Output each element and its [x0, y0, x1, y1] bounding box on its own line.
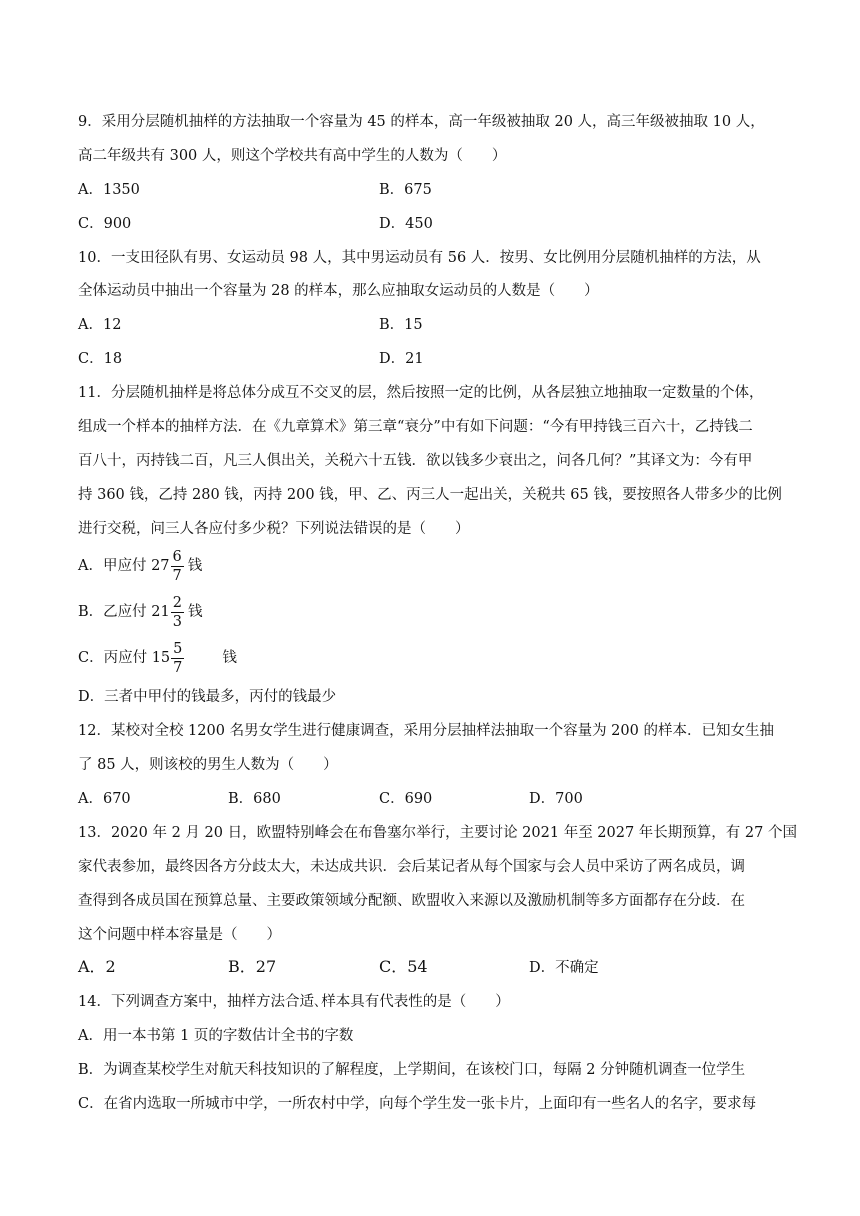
- q11-option-b-suffix: 钱: [187, 604, 203, 620]
- q13-option-a[interactable]: A．2: [78, 957, 116, 976]
- q11-option-a-prefix: A．甲应付 27: [78, 558, 170, 574]
- q12-option-d[interactable]: D．700: [529, 791, 583, 807]
- fraction-numerator: 5: [173, 640, 183, 657]
- q13-option-d[interactable]: D．不确定: [529, 960, 599, 976]
- fraction-denominator: 7: [172, 567, 182, 584]
- q14-option-b[interactable]: B．为调查某校学生对航天科技知识的了解程度，上学期间，在该校门口，每隔 2 分钟随机调查一位学生: [78, 1062, 746, 1078]
- q13-stem-line2: 家代表参加，最终因各方分歧太大，未达成共识．会后某记者从每个国家与会人员中采访了两名成员，调: [78, 859, 745, 875]
- q9-stem-line1: 9．采用分层随机抽样的方法抽取一个容量为 45 的样本，高一年级被抽取 20 人，高三年级被抽取 10 人，: [78, 114, 765, 130]
- q12-option-a[interactable]: A．670: [78, 791, 131, 807]
- q13-stem-line4: 这个问题中样本容量是（ ）: [78, 927, 281, 943]
- q12-stem-line2: 了 85 人，则该校的男生人数为（ ）: [78, 757, 338, 773]
- fraction-numerator: 6: [172, 548, 182, 565]
- q14-option-c[interactable]: C．在省内选取一所城市中学，一所农村中学，向每个学生发一张卡片，上面印有一些名人的名字，要求每: [78, 1096, 757, 1112]
- q9-option-b[interactable]: B．675: [379, 182, 432, 198]
- q13-stem-line1: 13．2020 年 2 月 20 日，欧盟特别峰会在布鲁塞尔举行，主要讨论 2021 年至 2027 年长期预算，有 27 个国: [78, 825, 797, 841]
- q11-stem-line1: 11．分层随机抽样是将总体分成互不交叉的层，然后按照一定的比例，从各层独立地抽取一定数量的个体，: [78, 385, 764, 401]
- q11-option-b[interactable]: [78, 592, 202, 632]
- q14-stem-line1: 14．下列调查方案中，抽样方法合适､样本具有代表性的是（ ）: [78, 994, 510, 1010]
- q11-option-a[interactable]: [78, 546, 202, 586]
- q11-option-b-prefix: B．乙应付 21: [78, 604, 170, 620]
- q11-stem-line4: 持 360 钱，乙持 280 钱，丙持 200 钱，甲、乙、丙三人一起出关，关税共 65 钱，要按照各人带多少的比例: [78, 487, 782, 503]
- fraction-denominator: 7: [173, 659, 183, 676]
- fraction: [171, 548, 184, 585]
- fraction: [171, 640, 184, 677]
- q11-option-c[interactable]: [78, 638, 237, 678]
- q11-stem-line3: 百八十，丙持钱二百，凡三人俱出关，关税六十五钱．欲以钱多少衰出之，问各几何？”其译文为：今有甲: [78, 453, 753, 469]
- q9-option-a[interactable]: A．1350: [78, 182, 140, 198]
- q10-stem-line2: 全体运动员中抽出一个容量为 28 的样本，那么应抽取女运动员的人数是（ ）: [78, 283, 599, 299]
- q13-option-c[interactable]: C．54: [379, 957, 428, 976]
- q10-option-b[interactable]: B．15: [379, 317, 423, 333]
- q11-stem-line5: 进行交税，问三人各应付多少税？下列说法错误的是（ ）: [78, 521, 470, 537]
- q9-option-d[interactable]: D．450: [379, 216, 433, 232]
- q10-option-c[interactable]: C．18: [78, 351, 123, 367]
- fraction-denominator: 3: [172, 613, 182, 630]
- q13-option-b[interactable]: B．27: [228, 957, 277, 976]
- q9-option-c[interactable]: C．900: [78, 216, 132, 232]
- q11-option-a-suffix: 钱: [187, 558, 203, 574]
- q11-option-c-prefix: C．丙应付 15: [78, 650, 171, 666]
- q14-option-a[interactable]: A．用一本书第 1 页的字数估计全书的字数: [78, 1028, 354, 1044]
- q10-option-a[interactable]: A．12: [78, 317, 122, 333]
- q9-stem-line2: 高二年级共有 300 人，则这个学校共有高中学生的人数为（ ）: [78, 148, 507, 164]
- q11-option-c-suffix: 钱: [222, 650, 237, 666]
- q10-option-d[interactable]: D．21: [379, 351, 424, 367]
- fraction-numerator: 2: [172, 594, 182, 611]
- fraction: [171, 594, 184, 631]
- q12-option-b[interactable]: B．680: [228, 791, 281, 807]
- q13-stem-line3: 查得到各成员国在预算总量、主要政策领域分配额、欧盟收入来源以及激励机制等多方面都存在分歧．在: [78, 893, 745, 909]
- q10-stem-line1: 10．一支田径队有男、女运动员 98 人，其中男运动员有 56 人．按男、女比例用分层随机抽样的方法，从: [78, 250, 761, 266]
- q12-stem-line1: 12．某校对全校 1200 名男女学生进行健康调查，采用分层抽样法抽取一个容量为 200 的样本．已知女生抽: [78, 723, 774, 739]
- q11-stem-line2: 组成一个样本的抽样方法．在《九章算术》第三章“衰分”中有如下问题：“今有甲持钱三百六十，乙持钱二: [78, 419, 753, 435]
- q11-option-d[interactable]: D．三者中甲付的钱最多，丙付的钱最少: [78, 689, 337, 705]
- q12-option-c[interactable]: C．690: [379, 791, 433, 807]
